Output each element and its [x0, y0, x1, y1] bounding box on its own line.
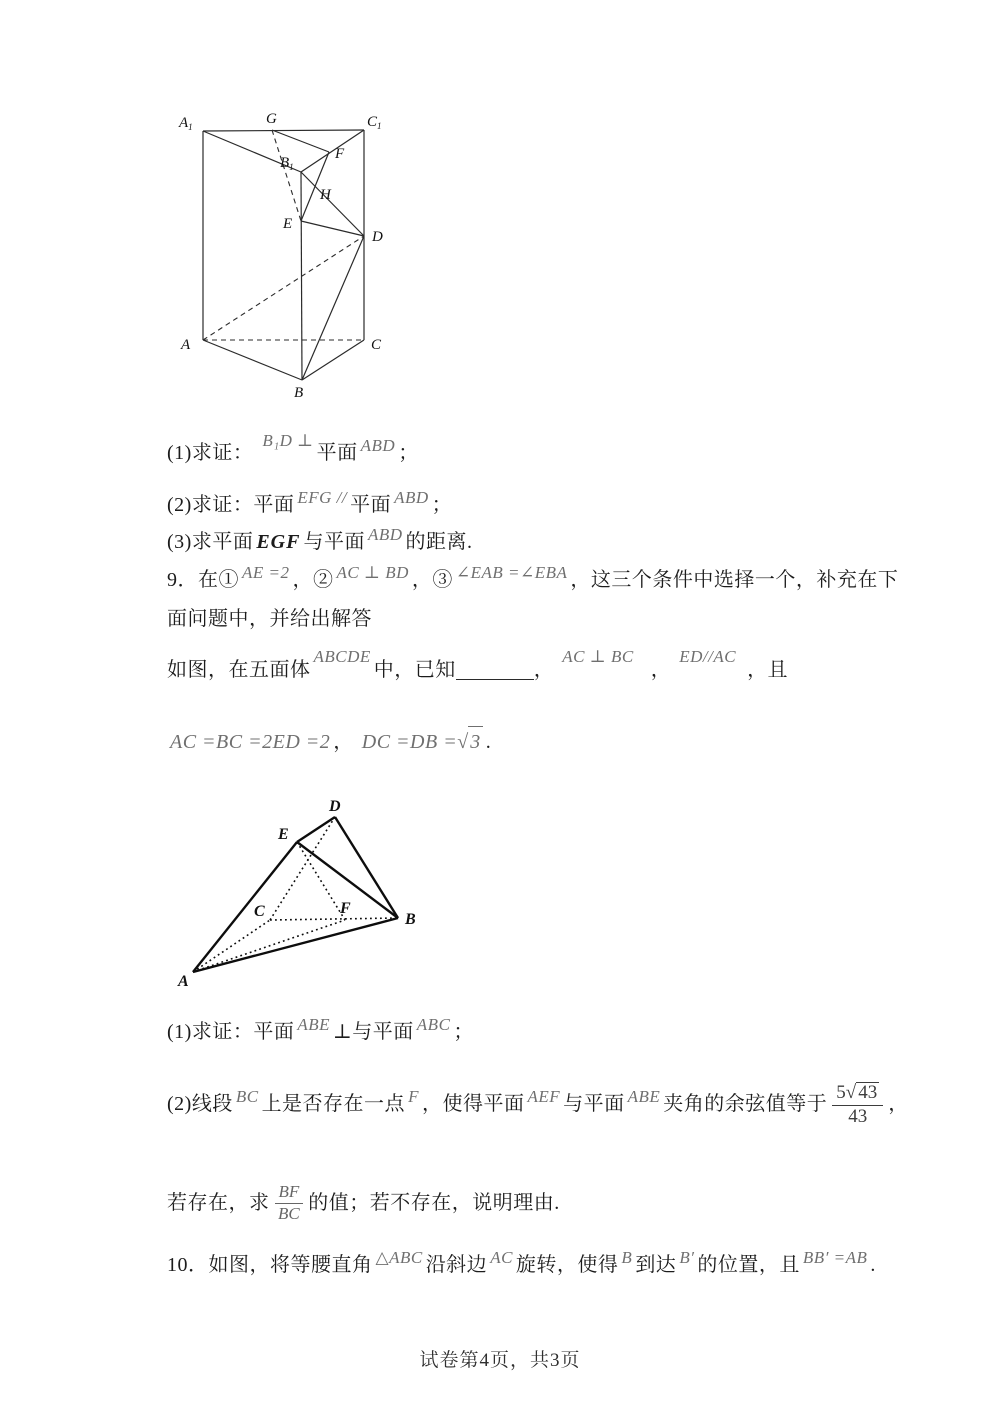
math-BC: BC: [235, 1087, 259, 1106]
hidden-edge-AD: [203, 236, 364, 340]
edge-B1B: [301, 172, 302, 380]
q9-part2-end: ，: [888, 1093, 909, 1115]
q9-cond2-mark: ，②: [292, 569, 334, 591]
q10-stem-line: [167, 1250, 876, 1281]
q8-part1-text: (1)求证：: [167, 442, 254, 464]
vertex-label-B: B: [294, 385, 304, 401]
fraction-BF-over-BC: $\frac{BF}{BC}$: [275, 1183, 304, 1223]
vertex-label-E: E: [283, 216, 293, 232]
q9-as-figure-text: 如图，在五面体: [167, 659, 311, 681]
math-EGF: EGF: [256, 531, 301, 553]
math-AEF: AEF: [527, 1087, 561, 1106]
edge-BD: [302, 236, 364, 380]
vertex-label-F: F: [340, 900, 351, 917]
math-F: F: [408, 1087, 419, 1106]
q10-text5: 的位置，且: [697, 1254, 800, 1276]
q8-part3-text: (3)求平面: [167, 531, 254, 553]
q9-cond3-mark: ，③: [411, 569, 453, 591]
math-DC-DB-eq: DC =DB =√ 3: [362, 726, 483, 757]
math-ED-parallel-AC: ED//AC: [679, 647, 737, 666]
vertex-label-C1: $C_1$: [367, 114, 382, 131]
math-BBprime-eq-AB: BB′ =AB: [802, 1248, 868, 1267]
vertex-label-A: A: [178, 973, 189, 990]
edge-AE: [193, 842, 297, 972]
q9-part2b-text2: 的值；若不存在，说明理由.: [308, 1192, 560, 1214]
figure-prism: [170, 100, 402, 408]
q8-part1-line: [167, 431, 419, 469]
q9-period: .: [485, 731, 492, 753]
edge-ED: [301, 221, 364, 236]
vertex-label-F: F: [335, 146, 345, 162]
vertex-label-D: D: [372, 229, 383, 245]
q9-stem-line2: [167, 604, 372, 634]
q8-part1-plane: 平面: [316, 442, 358, 464]
q9-part2-text5: 夹角的余弦值等于: [663, 1093, 828, 1115]
q9-comma1: ，: [533, 659, 555, 681]
q8-part2-line: [167, 490, 452, 521]
q9-part2-text4: 与平面: [563, 1093, 625, 1115]
hidden-edge-GE: [272, 130, 301, 221]
q9-part2-text3: ，使得平面: [421, 1093, 525, 1115]
vertex-label-D: D: [329, 798, 341, 815]
q9-part2b-text1: 若存在，求: [167, 1192, 270, 1214]
hidden-edge-CB: [270, 918, 398, 920]
answer-blank: [456, 677, 534, 680]
vertex-label-H: H: [320, 187, 331, 203]
math-ABD: ABD: [360, 436, 396, 455]
vertex-label-A1: $A_1$: [179, 115, 193, 132]
q9-stem-line3: [167, 647, 789, 686]
math-B-prime: B′: [679, 1248, 695, 1267]
q8-part3-end: 的距离.: [405, 531, 473, 553]
vertex-label-E: E: [278, 826, 289, 843]
math-AE-eq-2: AE =2: [242, 563, 290, 582]
math-AC: AC: [490, 1248, 513, 1267]
math-ABE: ABE: [627, 1087, 661, 1106]
edge-B1C1: [301, 130, 364, 172]
figure-pentahedron: [175, 795, 423, 1000]
q9-stem-line2-text: 面问题中，并给出解答: [167, 608, 372, 630]
q10-end: .: [870, 1254, 876, 1276]
vertex-label-A: A: [181, 337, 191, 353]
math-AC-BC-2ED-2: AC =BC =2ED =2: [170, 731, 331, 753]
hidden-edge-EF: [297, 842, 345, 920]
math-triangle-ABC: △ABC: [375, 1248, 423, 1267]
math-B1D-perp: B₁D ⊥: [262, 431, 314, 450]
q9-part2-text1: (2)线段: [167, 1093, 233, 1115]
vertex-label-C: C: [254, 903, 265, 920]
q9-comma3: ，: [333, 731, 354, 753]
math-ABD: ABD: [394, 488, 429, 507]
q8-part2-end: ；: [431, 494, 453, 516]
q9-and-text: ，且: [747, 659, 789, 681]
edge-BC: [302, 340, 364, 380]
q9-part1-perp: ⊥与平面: [332, 1021, 414, 1043]
math-EFG-parallel: EFG //: [297, 488, 348, 507]
vertex-label-G: G: [266, 111, 277, 127]
math-angle-EAB-eq-EBA: ∠EAB =∠EBA: [455, 563, 568, 582]
q10-text2: 沿斜边: [425, 1254, 488, 1276]
q9-part2-text2: 上是否存在一点: [261, 1093, 406, 1115]
vertex-label-B: B: [405, 911, 416, 928]
q9-part2-line2: [167, 1182, 560, 1235]
fraction-5sqrt43-over-43: $\frac{5√ 43}{43}$: [832, 1082, 883, 1128]
hidden-edge-AF: [193, 920, 345, 972]
q9-comma2: ，: [650, 659, 672, 681]
math-B: B: [621, 1248, 633, 1267]
q9-known-text: 中，已知: [373, 659, 456, 681]
vertex-label-B1: $B_1$: [280, 155, 294, 172]
edge-GF: [272, 130, 329, 152]
q8-part2-plane: 平面: [350, 494, 392, 516]
q9-stem-line1: [167, 565, 898, 596]
q8-part1-end: ；: [398, 442, 419, 464]
math-ABD: ABD: [367, 525, 403, 544]
q9-stem-tail: ，这三个条件中选择一个，补充在下: [570, 569, 899, 591]
q8-part3-with: 与平面: [303, 531, 365, 553]
q10-text4: 到达: [635, 1254, 677, 1276]
q9-part1-line: [167, 1017, 474, 1048]
q10-text3: 旋转，使得: [515, 1254, 619, 1276]
math-ABC: ABC: [416, 1015, 451, 1034]
q9-part1-text: (1)求证：平面: [167, 1021, 295, 1043]
edge-AB: [203, 340, 302, 380]
edge-AB: [193, 918, 398, 972]
q9-part2-line: [167, 1082, 909, 1140]
q9-part1-end: ；: [453, 1021, 474, 1043]
edge-ED: [297, 817, 335, 842]
page-footer: 试卷第4页，共3页: [419, 1350, 581, 1371]
math-ABCDE: ABCDE: [313, 647, 371, 666]
math-AC-perp-BC: AC ⊥ BC: [562, 647, 634, 666]
edge-B1D: [301, 172, 364, 236]
vertex-label-C: C: [371, 337, 382, 353]
hidden-edge-AC: [193, 920, 270, 972]
q9-number: 9．在①: [167, 569, 239, 591]
q10-number-text: 10．如图，将等腰直角: [167, 1254, 373, 1276]
math-ABE: ABE: [297, 1015, 330, 1034]
edge-A1C1: [203, 130, 364, 131]
q8-part3-line: [167, 527, 473, 558]
q8-part2-text: (2)求证：平面: [167, 494, 295, 516]
math-AC-perp-BD: AC ⊥ BD: [336, 563, 409, 582]
q9-stem-line4: [167, 726, 491, 757]
